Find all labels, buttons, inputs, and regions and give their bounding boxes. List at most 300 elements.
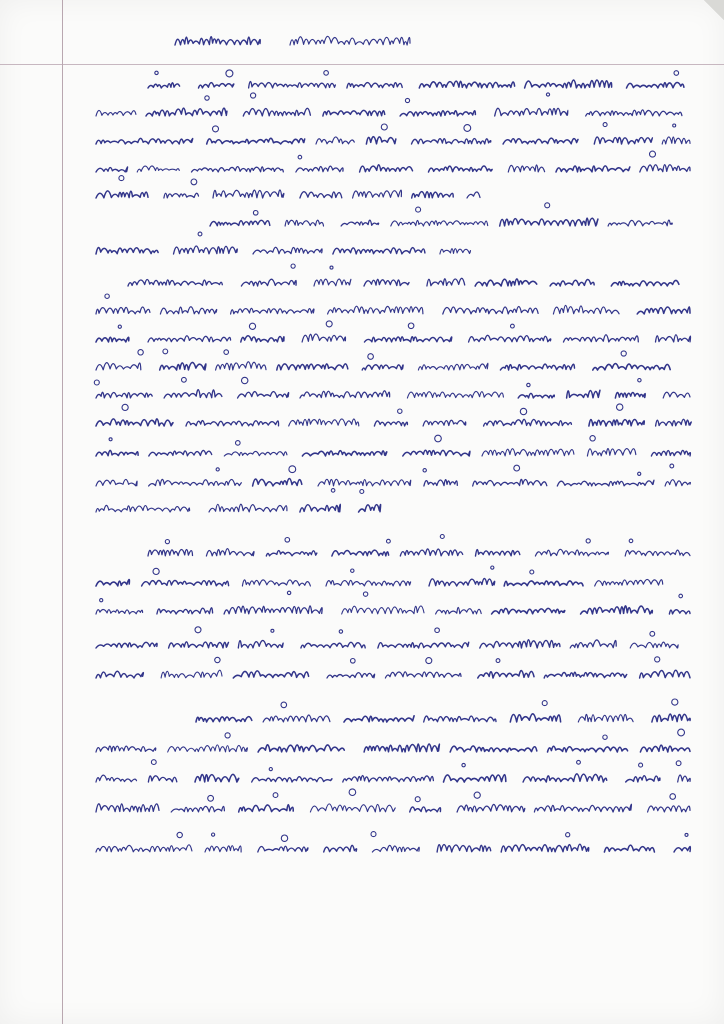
handwritten-line — [96, 627, 678, 648]
handwritten-word — [290, 36, 410, 45]
handwritten-mark — [387, 539, 391, 543]
handwritten-word — [253, 479, 302, 487]
handwritten-word — [239, 805, 294, 812]
handwritten-mark — [530, 570, 534, 574]
handwritten-word — [168, 745, 248, 752]
handwritten-word — [96, 167, 128, 172]
handwritten-word — [360, 165, 413, 172]
handwritten-mark — [215, 657, 220, 662]
handwritten-word — [419, 81, 514, 88]
handwritten-word — [96, 505, 190, 512]
handwritten-word — [364, 279, 409, 286]
handwritten-word — [96, 580, 129, 586]
handwritten-word — [662, 137, 690, 144]
handwritten-word — [318, 479, 411, 486]
handwritten-word — [142, 580, 229, 586]
handwritten-word — [424, 480, 457, 486]
handwritten-word — [301, 642, 365, 648]
handwritten-mark — [205, 96, 209, 100]
essay-body — [94, 70, 691, 852]
handwritten-word — [96, 671, 143, 678]
handwritten-mark — [100, 599, 103, 602]
handwritten-word — [587, 449, 635, 456]
handwritten-mark — [464, 125, 471, 132]
handwritten-word — [342, 606, 424, 614]
handwritten-word — [164, 193, 199, 198]
handwritten-mark — [685, 833, 688, 836]
handwritten-word — [594, 137, 652, 144]
handwritten-mark — [216, 468, 219, 471]
handwritten-word — [96, 248, 158, 254]
handwritten-word — [444, 775, 506, 782]
handwritten-mark — [674, 71, 679, 76]
handwritten-mark — [191, 179, 197, 185]
handwritten-word — [412, 192, 454, 198]
handwritten-mark — [371, 832, 376, 837]
handwritten-word — [492, 608, 565, 614]
handwritten-word — [556, 166, 630, 172]
handwritten-word — [171, 806, 224, 812]
handwritten-word — [443, 306, 538, 314]
handwritten-word — [327, 673, 375, 678]
handwritten-word — [578, 714, 633, 722]
handwritten-word — [403, 450, 470, 456]
handwritten-mark — [253, 211, 258, 216]
handwritten-line — [96, 657, 690, 678]
handwritten-word — [372, 845, 419, 852]
handwritten-mark — [182, 377, 187, 382]
handwritten-word — [523, 774, 607, 782]
handwritten-mark — [281, 835, 287, 841]
handwritten-mark — [650, 631, 655, 636]
handwritten-mark — [435, 435, 442, 442]
handwritten-word — [567, 390, 600, 398]
handwritten-mark — [251, 93, 256, 98]
handwritten-word — [669, 610, 690, 614]
handwritten-word — [424, 716, 496, 722]
handwritten-word — [625, 550, 690, 556]
handwritten-word — [450, 746, 537, 752]
handwritten-mark — [324, 71, 329, 76]
handwritten-line — [96, 232, 470, 254]
handwritten-mark — [514, 465, 520, 471]
handwritten-word — [570, 640, 616, 648]
handwritten-word — [391, 220, 488, 226]
handwritten-mark — [398, 409, 402, 413]
handwritten-word — [96, 804, 159, 812]
handwritten-mark — [163, 349, 168, 354]
handwritten-word — [205, 846, 241, 852]
handwritten-line — [96, 760, 690, 782]
handwritten-word — [169, 642, 229, 648]
handwritten-word — [263, 715, 330, 722]
handwritten-mark — [638, 472, 641, 475]
handwritten-mark — [138, 350, 143, 355]
handwritten-mark — [670, 464, 674, 468]
handwritten-mark — [298, 155, 302, 159]
handwritten-mark — [271, 629, 274, 632]
handwritten-mark — [291, 264, 295, 268]
handwritten-mark — [208, 795, 214, 801]
handwritten-mark — [360, 490, 364, 494]
handwritten-mark — [405, 98, 409, 102]
handwritten-mark — [339, 630, 342, 633]
handwritten-mark — [269, 768, 272, 771]
handwritten-word — [457, 804, 525, 812]
handwritten-line — [148, 70, 684, 88]
handwritten-mark — [195, 627, 201, 633]
handwritten-word — [550, 279, 594, 286]
handwritten-mark — [474, 792, 480, 798]
handwritten-word — [534, 804, 631, 812]
handwritten-word — [663, 392, 690, 398]
handwritten-mark — [546, 93, 549, 96]
handwritten-line — [128, 264, 679, 286]
handwritten-word — [503, 138, 578, 144]
handwritten-mark — [155, 71, 158, 74]
handwritten-mark — [368, 354, 374, 360]
handwritten-mark — [331, 489, 335, 493]
handwritten-word — [589, 419, 644, 426]
handwritten-word — [557, 480, 654, 486]
handwritten-mark — [650, 151, 656, 157]
handwritten-word — [96, 363, 141, 370]
handwritten-mark — [151, 760, 156, 765]
handwritten-word — [96, 307, 150, 314]
handwritten-word — [343, 775, 434, 782]
handwritten-mark — [105, 294, 109, 298]
handwritten-word — [314, 279, 351, 286]
handwritten-word — [186, 421, 279, 426]
handwritten-line — [96, 404, 691, 426]
handwritten-word — [210, 220, 270, 226]
handwritten-word — [300, 192, 342, 198]
handwritten-word — [213, 190, 284, 198]
handwritten-word — [544, 672, 627, 678]
handwritten-mark — [679, 594, 683, 598]
handwritten-mark — [527, 383, 530, 386]
handwritten-word — [518, 393, 554, 398]
handwritten-word — [344, 716, 414, 722]
handwritten-word — [400, 111, 475, 116]
handwritten-line — [94, 377, 690, 398]
handwritten-word — [316, 137, 354, 144]
handwritten-word — [160, 362, 206, 370]
handwritten-mark — [349, 789, 356, 796]
handwritten-mark — [678, 729, 685, 736]
handwritten-mark — [281, 702, 287, 708]
handwritten-word — [469, 335, 551, 342]
handwritten-word — [652, 714, 690, 722]
handwritten-word — [137, 166, 179, 172]
handwritten-mark — [676, 761, 681, 766]
handwritten-mark — [285, 538, 290, 543]
handwritten-mark — [416, 207, 421, 212]
handwritten-word — [480, 640, 560, 648]
handwritten-line — [96, 349, 670, 370]
handwritten-word — [195, 774, 239, 782]
handwritten-word — [665, 480, 690, 486]
handwritten-line — [96, 566, 663, 586]
handwritten-word — [243, 108, 310, 116]
handwritten-word — [252, 777, 332, 782]
handwritten-word — [206, 549, 254, 556]
handwritten-word — [253, 247, 322, 254]
handwritten-word — [525, 80, 612, 88]
handwritten-mark — [273, 793, 278, 798]
handwritten-word — [148, 776, 176, 782]
handwritten-mark — [629, 539, 633, 543]
handwritten-mark — [212, 833, 215, 836]
handwritten-mark — [153, 568, 159, 574]
handwritten-mark — [542, 701, 547, 706]
handwritten-word — [535, 549, 608, 556]
handwritten-word — [640, 165, 690, 172]
handwritten-word — [407, 391, 503, 398]
handwritten-line — [96, 435, 690, 456]
handwritten-line — [210, 203, 672, 226]
handwritten-mark — [326, 321, 332, 327]
handwritten-line — [148, 535, 690, 557]
handwritten-word — [678, 775, 690, 782]
handwritten-line — [96, 294, 690, 314]
handwritten-mark — [426, 658, 432, 664]
handwritten-word — [410, 807, 441, 812]
handwritten-word — [96, 845, 192, 852]
handwritten-word — [300, 391, 390, 398]
handwritten-line — [96, 123, 690, 144]
handwritten-mark — [289, 466, 296, 473]
handwritten-word — [96, 746, 156, 752]
handwritten-word — [484, 419, 572, 426]
handwritten-word — [353, 190, 402, 198]
handwritten-word — [359, 505, 381, 512]
handwritten-word — [160, 307, 216, 314]
handwritten-word — [96, 110, 136, 116]
handwritten-word — [656, 335, 691, 342]
handwritten-word — [323, 110, 385, 116]
handwritten-word — [216, 362, 266, 370]
handwritten-word — [128, 279, 222, 286]
handwritten-word — [285, 220, 323, 226]
handwritten-word — [149, 479, 242, 486]
handwritten-word — [324, 845, 357, 852]
handwritten-word — [374, 421, 407, 426]
handwritten-word — [146, 108, 227, 116]
handwritten-mark — [603, 735, 607, 739]
handwritten-mark — [198, 232, 202, 236]
handwritten-mark — [249, 323, 255, 329]
handwritten-word — [148, 336, 231, 342]
handwritten-word — [437, 845, 491, 852]
handwritten-word — [96, 775, 137, 782]
handwritten-word — [233, 671, 308, 678]
handwritten-mark — [621, 351, 626, 356]
handwritten-mark — [118, 325, 121, 328]
handwritten-word — [302, 334, 345, 342]
handwritten-word — [209, 504, 287, 512]
handwritten-mark — [94, 380, 99, 385]
handwritten-mark — [224, 350, 229, 355]
handwritten-word — [241, 279, 296, 286]
handwritten-word — [199, 83, 234, 88]
handwritten-line — [96, 832, 690, 852]
handwritten-word — [640, 670, 690, 678]
handwritten-word — [207, 138, 305, 144]
handwritten-word — [467, 192, 480, 198]
handwritten-line — [96, 176, 480, 198]
handwritten-word — [238, 392, 289, 398]
handwritten-mark — [670, 794, 676, 800]
handwritten-mark — [423, 469, 426, 472]
handwritten-word — [196, 717, 252, 722]
handwritten-mark — [673, 124, 676, 127]
handwritten-word — [347, 83, 402, 88]
handwritten-word — [595, 579, 663, 586]
handwritten-word — [258, 846, 308, 852]
handwritten-line — [96, 151, 690, 172]
handwritten-word — [495, 108, 568, 116]
handwritten-word — [637, 307, 690, 314]
handwritten-word — [510, 714, 560, 722]
handwritten-word — [581, 606, 653, 614]
handwritten-word — [564, 335, 639, 342]
handwritten-word — [630, 642, 678, 648]
handwritten-line — [96, 591, 690, 614]
handwritten-word — [328, 306, 423, 314]
handwritten-word — [501, 844, 589, 852]
handwritten-word — [96, 610, 143, 614]
handwritten-mark — [351, 659, 356, 664]
handwritten-word — [161, 670, 222, 678]
handwritten-word — [548, 746, 628, 752]
handwritten-word — [164, 390, 222, 398]
handwritten-word — [473, 479, 547, 486]
handwritten-mark — [586, 539, 590, 543]
handwritten-mark — [363, 592, 367, 596]
handwritten-mark — [435, 628, 440, 633]
handwritten-word — [148, 83, 180, 88]
handwritten-word — [500, 218, 598, 226]
handwritten-mark — [440, 535, 444, 539]
handwritten-word — [418, 363, 488, 370]
handwritten-mark — [177, 832, 182, 837]
handwritten-word — [96, 479, 137, 486]
handwritten-word — [365, 337, 452, 342]
handwritten-mark — [638, 379, 641, 382]
handwritten-word — [611, 280, 679, 286]
handwritten-mark — [381, 124, 387, 130]
handwritten-word — [586, 110, 682, 116]
handwritten-mark — [590, 436, 595, 441]
handwritten-mark — [408, 323, 414, 329]
handwritten-word — [604, 845, 654, 852]
handwritten-word — [224, 451, 287, 456]
handwritten-word — [378, 642, 469, 648]
handwritten-mark — [545, 203, 550, 208]
handwritten-word — [615, 393, 645, 399]
handwritten-word — [242, 580, 310, 586]
handwritten-word — [626, 776, 660, 782]
handwritten-line — [96, 729, 690, 752]
handwritten-word — [289, 419, 359, 426]
handwritten-word — [192, 167, 284, 172]
handwritten-word — [429, 578, 495, 586]
handwritten-word — [427, 278, 465, 286]
handwritten-word — [400, 549, 462, 556]
handwritten-mark — [122, 404, 128, 410]
handwritten-mark — [496, 659, 500, 663]
handwritten-word — [366, 137, 395, 144]
handwritten-line — [96, 464, 690, 486]
handwritten-mark — [520, 408, 526, 414]
handwritten-word — [157, 608, 213, 614]
handwritten-mark — [226, 70, 233, 77]
handwritten-word — [475, 279, 537, 286]
handwritten-word — [553, 305, 619, 314]
handwritten-word — [96, 337, 129, 342]
handwritten-word — [651, 450, 690, 456]
handwritten-word — [277, 364, 348, 370]
handwritten-word — [332, 550, 389, 556]
handwritten-mark — [236, 441, 241, 446]
handwritten-word — [608, 220, 672, 226]
handwritten-word — [508, 165, 544, 172]
handwritten-mark — [109, 438, 112, 441]
handwritten-mark — [165, 540, 169, 544]
handwritten-mark — [577, 760, 581, 764]
handwritten-word — [241, 336, 284, 342]
handwritten-mark — [655, 657, 660, 662]
handwritten-word — [656, 419, 692, 426]
handwritten-mark — [225, 733, 230, 738]
handwritten-word — [96, 138, 193, 144]
handwritten-word — [500, 364, 574, 370]
handwritten-word — [627, 82, 684, 88]
handwritten-word — [362, 365, 403, 370]
handwritten-word — [148, 550, 193, 556]
handwritten-word — [412, 139, 491, 144]
handwritten-word — [174, 246, 238, 254]
handwritten-word — [440, 249, 471, 254]
handwritten-word — [504, 581, 583, 586]
handwritten-word — [231, 308, 314, 314]
handwritten-mark — [415, 797, 420, 802]
handwritten-word — [149, 450, 212, 456]
handwritten-line — [96, 789, 690, 812]
handwritten-mark — [351, 569, 354, 572]
handwritten-mark — [462, 763, 465, 766]
handwritten-word — [96, 191, 148, 198]
handwritten-word — [96, 642, 157, 648]
handwritten-word — [96, 419, 173, 426]
handwritten-word — [300, 504, 340, 512]
handwritten-word — [429, 166, 493, 172]
handwritten-word — [436, 607, 482, 614]
handwritten-mark — [287, 591, 290, 594]
handwritten-word — [478, 671, 534, 678]
handwritten-word — [364, 744, 439, 752]
handwritten-mark — [639, 763, 643, 767]
handwritten-word — [593, 364, 670, 370]
handwritten-word — [296, 166, 343, 172]
handwritten-mark — [242, 377, 248, 383]
handwritten-word — [96, 450, 138, 456]
handwritten-word — [249, 82, 336, 88]
handwritten-mark — [330, 266, 333, 269]
handwritten-word — [640, 745, 690, 752]
handwritten-word — [385, 672, 461, 678]
